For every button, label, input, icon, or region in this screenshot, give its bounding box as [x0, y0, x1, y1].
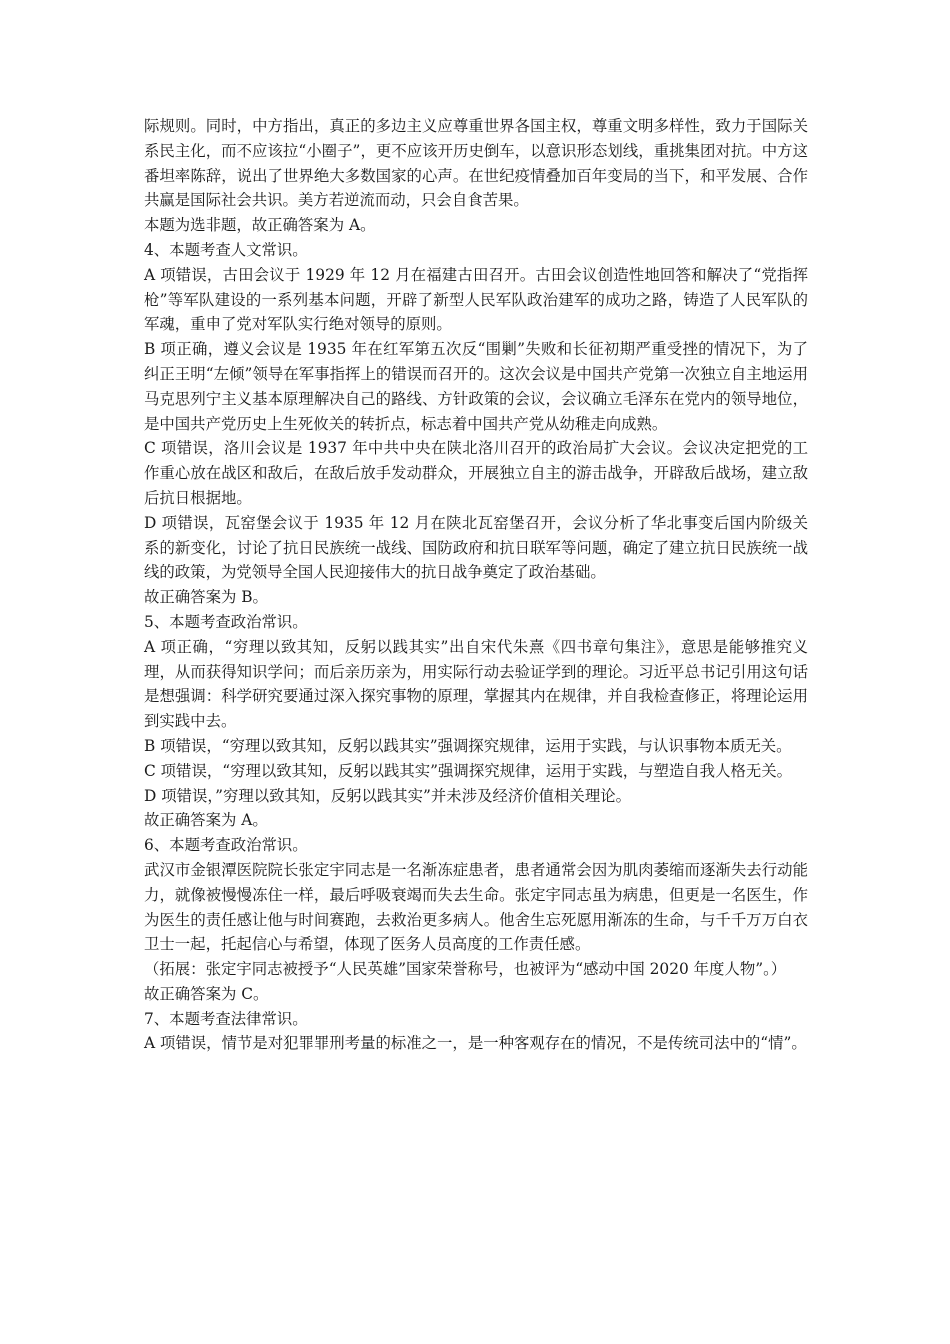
paragraph-q6-answer: 故正确答案为 C。	[144, 984, 269, 1003]
paragraph-q4-option-d: D 项错误，瓦窑堡会议于 1935 年 12 月在陕北瓦窑堡召开，会议分析了华北事变后国内阶级关系的新变化，讨论了抗日民族统一战线、国防政府和抗日联军等问题，确定了建立抗日民族统一战线的政策，为党领导全国人民迎接伟大的抗日战争奠定了政治基础。	[144, 513, 808, 582]
paragraph-q4-option-b: B 项正确，遵义会议是 1935 年在红军第五次反“围剿”失败和长征初期严重受挫的情况下，为了纠正王明“左倾”领导在军事指挥上的错误而召开的。这次会议是中国共产党第一次独立自主地运用马克思列宁主义基本原理解决自己的路线、方针政策的会议，会议确立毛泽东在党内的领导地位，是中国共产党历史上生死攸关的转折点，标志着中国共产党从幼稚走向成熟。	[144, 340, 808, 433]
document-page	[144, 114, 808, 1056]
paragraph-q5-answer: 故正确答案为 A。	[144, 811, 268, 830]
paragraph-q5-option-b: B 项错误，“穷理以致其知，反躬以践其实”强调探究规律，运用于实践，与认识事物本质无关。	[144, 736, 792, 755]
paragraph-q5-option-d: D 项错误，”穷理以致其知，反躬以践其实”并未涉及经济价值相关理论。	[144, 786, 631, 805]
paragraph-q5-option-a: A 项正确，“穷理以致其知，反躬以践其实”出自宋代朱熹《四书章句集注》，意思是能够推究义理，从而获得知识学问；而后亲历亲为，用实际行动去验证学到的理论。习近平总书记引用这句话是想强调：科学研究要通过深入探究事物的原理，掌握其内在规律，并自我检查修正，将理论运用到实践中去。	[144, 637, 808, 731]
paragraph-q6-body: 武汉市金银潭医院院长张定宇同志是一名渐冻症患者，患者通常会因为肌肉萎缩而逐渐失去行动能力，就像被慢慢冻住一样，最后呼吸衰竭而失去生命。张定宇同志虽为病患，但更是一名医生，作为医生的责任感让他与时间赛跑，去救治更多病人。他舍生忘死愿用渐冻的生命，与千千万万白衣卫士一起，托起信心与希望，体现了医务人员高度的工作责任感。	[144, 860, 808, 954]
paragraph-q3-continuation: 际规则。同时，中方指出，真正的多边主义应尊重世界各国主权，尊重文明多样性，致力于国际关系民主化，而不应该拉“小圈子”，更不应该开历史倒车，以意识形态划线，重挑集团对抗。中方这番坦率陈辞，说出了世界绝大多数国家的心声。在世纪疫情叠加百年变局的当下，和平发展、合作共赢是国际社会共识。美方若逆流而动，只会自食苦果。	[144, 117, 808, 210]
paragraph-q5-heading: 5、本题考查政治常识。	[144, 612, 308, 631]
paragraph-q4-answer: 故正确答案为 B。	[144, 588, 268, 607]
paragraph-q7-option-a: A 项错误，情节是对犯罪罪刑考量的标准之一，是一种客观存在的情况，不是传统司法中的“情”。	[144, 1034, 807, 1053]
paragraph-q6-extension: （拓展：张定宇同志被授予“人民英雄”国家荣誉称号，也被评为“感动中国 2020 年度人物”。）	[144, 960, 787, 979]
paragraph-q4-heading: 4、本题考查人文常识。	[144, 240, 308, 259]
paragraph-q6-heading: 6、本题考查政治常识。	[144, 836, 308, 855]
paragraph-q7-heading: 7、本题考查法律常识。	[144, 1009, 308, 1028]
paragraph-q5-option-c: C 项错误，“穷理以致其知，反躬以践其实”强调探究规律，运用于实践，与塑造自我人格无关。	[144, 761, 793, 780]
paragraph-q4-option-a: A 项错误，古田会议于 1929 年 12 月在福建古田召开。古田会议创造性地回答和解决了“党指挥枪”等军队建设的一系列基本问题，开辟了新型人民军队政治建军的成功之路，铸造了人民军队的军魂，重申了党对军队实行绝对领导的原则。	[144, 265, 808, 334]
paragraph-q4-option-c: C 项错误，洛川会议是 1937 年中共中央在陕北洛川召开的政治局扩大会议。会议决定把党的工作重心放在战区和敌后，在敌后放手发动群众，开展独立自主的游击战争，开辟敌后战场，建立敌后抗日根据地。	[144, 439, 808, 507]
paragraph-q3-answer: 本题为选非题，故正确答案为 A。	[144, 216, 376, 235]
